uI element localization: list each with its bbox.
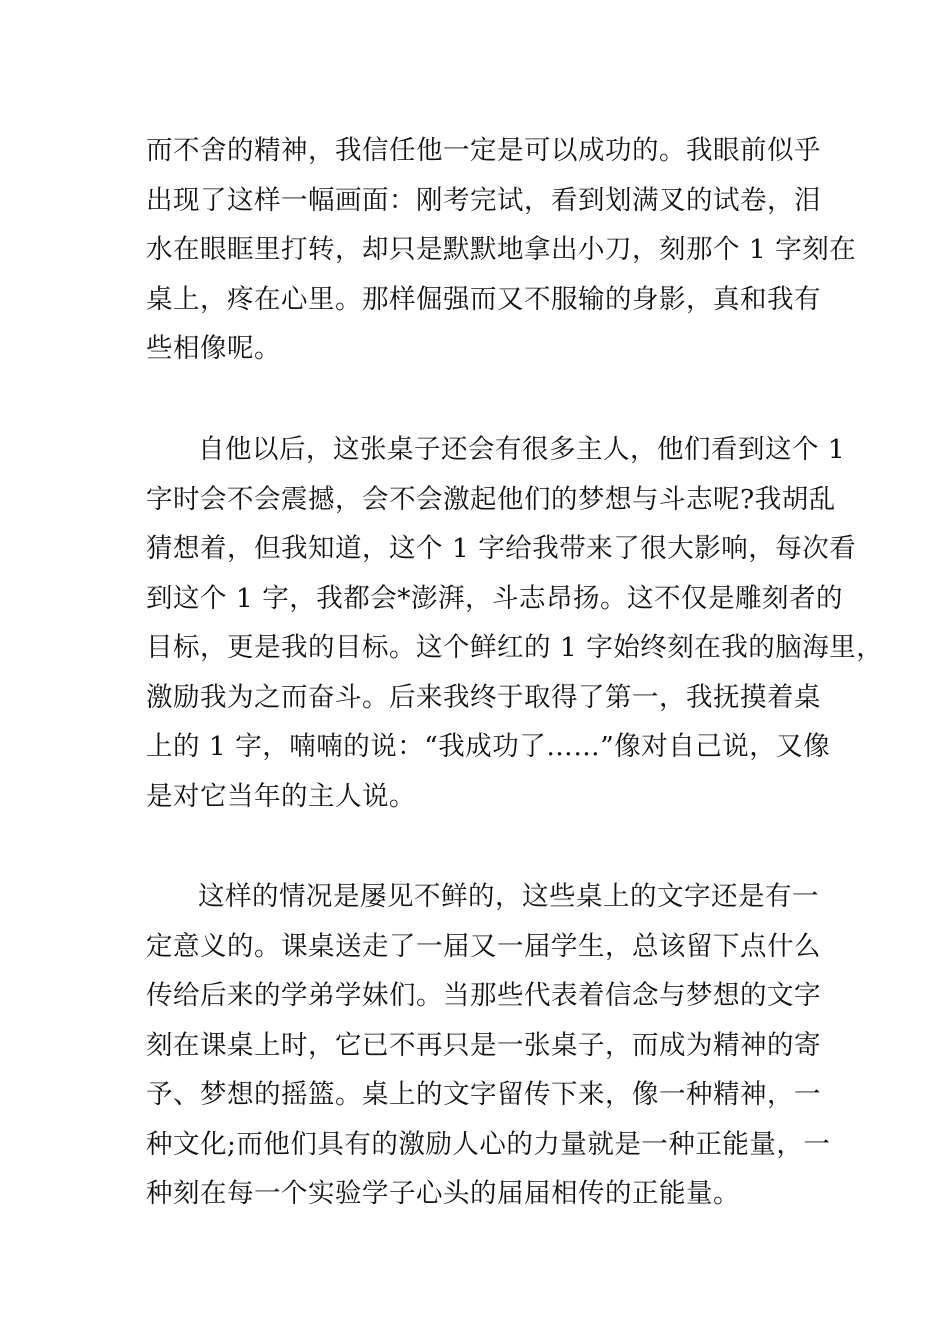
text-line: 而不舍的精神，我信任他一定是可以成功的。我眼前似乎 xyxy=(146,135,821,166)
text-line: 种文化;而他们具有的激励人心的力量就是一种正能量，一 xyxy=(146,1129,831,1160)
text-line: 字时会不会震撼，会不会激起他们的梦想与斗志呢?我胡乱 xyxy=(146,484,836,515)
text-line: 桌上，疼在心里。那样倔强而又不服输的身影，真和我有 xyxy=(146,284,821,315)
text-line: 传给后来的学弟学妹们。当那些代表着信念与梦想的文字 xyxy=(146,980,821,1011)
text-line: 上的 1 字，喃喃的说：“我成功了……”像对自己说，又像 xyxy=(146,731,831,762)
text-line: 猜想着，但我知道，这个 1 字给我带来了很大影响，每次看 xyxy=(146,533,857,564)
text-line: 到这个 1 字，我都会*澎湃，斗志昂扬。这不仅是雕刻者的 xyxy=(146,583,843,614)
text-line: 定意义的。课桌送走了一届又一届学生，总该留下点什么 xyxy=(146,931,821,962)
text-line: 种刻在每一个实验学子心头的届届相传的正能量。 xyxy=(146,1178,740,1209)
text-line: 水在眼眶里打转，却只是默默地拿出小刀，刻那个 1 字刻在 xyxy=(146,234,857,265)
text-line: 自他以后，这张桌子还会有很多主人，他们看到这个 1 xyxy=(198,434,846,465)
text-line: 是对它当年的主人说。 xyxy=(146,781,416,812)
text-line: 刻在课桌上时，它已不再只是一张桌子，而成为精神的寄 xyxy=(146,1030,821,1061)
text-line: 激励我为之而奋斗。后来我终于取得了第一，我抚摸着桌 xyxy=(146,682,821,713)
text-line: 出现了这样一幅画面：刚考完试，看到划满叉的试卷，泪 xyxy=(146,185,821,216)
text-line: 予、梦想的摇篮。桌上的文字留传下来，像一种精神，一 xyxy=(146,1079,821,1110)
text-line: 些相像呢。 xyxy=(146,333,281,364)
text-line: 目标，更是我的目标。这个鲜红的 1 字始终刻在我的脑海里， xyxy=(146,632,884,663)
text-line: 这样的情况是屡见不鲜的，这些桌上的文字还是有一 xyxy=(198,881,819,912)
